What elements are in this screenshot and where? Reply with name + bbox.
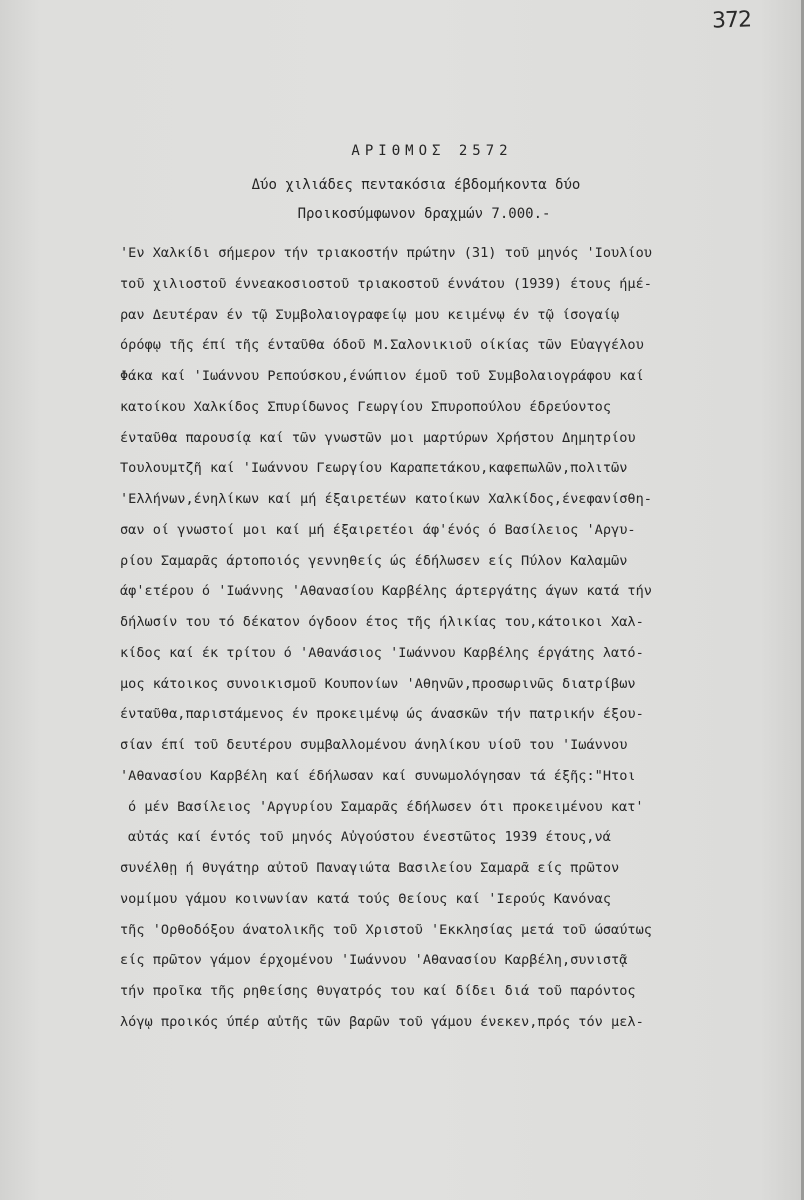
text-line: τῆς 'Ορθοδόξου άνατολικῆς τοῦ Χριστοῦ 'Εκκλησίας μετά τοῦ ώσαύτως — [120, 921, 652, 938]
folio-number: 372 — [711, 7, 752, 34]
text-line: δήλωσίν του τό δέκατον όγδοον έτος τῆς ήλικίας του,κάτοικοι Χαλ- — [120, 614, 644, 630]
text-line: είς πρῶτον γάμον έρχομένου 'Ιωάννου 'Αθανασίου Καρβέλη,συνιστᾷ — [120, 952, 628, 969]
text-line: 'Εν Χαλκίδι σήμερον τήν τριακοστήν πρώτην (31) τοῦ μηνός 'Ιουλίου — [120, 245, 652, 261]
document-title: Προικοσύμφωνον δραχμών 7.000.- — [297, 206, 551, 222]
text-line: 'Ελλήνων,ένηλίκων καί μή έξαιρετέων κατοίκων Χαλκίδος,ένεφανίσθη- — [120, 491, 652, 507]
text-line: ραν Δευτέραν έν τῷ Συμβολαιογραφείῳ μου κειμένῳ έν τῷ ίσογαίῳ — [120, 306, 620, 323]
document-number-line: ΑΡΙΘΜΟΣ 2572 — [351, 143, 513, 159]
document-number-words: Δύο χιλιάδες πεντακόσια έβδομήκοντα δύο — [251, 177, 581, 193]
text-line: 'Αθανασίου Καρβέλη καί έδήλωσαν καί συνωμολόγησαν τά έξῆς:"Ητοι — [120, 767, 636, 784]
text-line: Φάκα καί 'Ιωάννου Ρεπούσκου,ένώπιον έμοῦ τοῦ Συμβολαιογράφου καί — [120, 368, 644, 384]
text-line: τοῦ χιλιοστοῦ έννεακοσιοστοῦ τριακοστοῦ έννάτου (1939) έτους ήμέ- — [120, 275, 652, 292]
text-line: κίδος καί έκ τρίτου ό 'Αθανάσιος 'Ιωάννου Καρβέλης έργάτης λατό- — [120, 644, 644, 661]
text-line: λόγῳ προικός ύπέρ αὐτῆς τῶν βαρῶν τοῦ γάμου ένεκεν,πρός τόν μελ- — [120, 1013, 644, 1030]
text-line: αὐτάς καί έντός τοῦ μηνός Αὐγούστου ένεστῶτος 1939 έτους,νά — [128, 829, 611, 846]
text-line: τήν προῖκα τῆς ρηθείσης θυγατρός του καί δίδει διά τοῦ παρόντος — [120, 983, 636, 999]
text-line: σίαν έπί τοῦ δευτέρου συμβαλλομένου άνηλίκου υίοῦ του 'Ιωάννου — [120, 737, 628, 753]
text-line: ρίου Σαμαρᾶς άρτοποιός γεννηθείς ώς έδήλωσεν είς Πύλον Καλαμῶν — [120, 552, 628, 569]
text-line: όρόφῳ τῆς έπί τῆς ένταῦθα όδοῦ Μ.Σαλονικιοῦ οίκίας τῶν Εὐαγγέλου — [120, 337, 644, 354]
text-line: άφ'ετέρου ό 'Ιωάννης 'Αθανασίου Καρβέλης άρτεργάτης άγων κατά τήν — [120, 583, 652, 600]
text-line: ένταῦθα,παριστάμενος έν προκειμένῳ ώς άνασκῶν τήν πατρικήν έξου- — [120, 706, 644, 723]
text-line: Τουλουμτζῆ καί 'Ιωάννου Γεωργίου Καραπετάκου,καφεπωλῶν,πολιτῶν — [120, 460, 628, 477]
text-line: ένταῦθα παρουσίᾳ καί τῶν γνωστῶν μοι μαρτύρων Χρήστου Δημητρίου — [120, 429, 636, 446]
text-line: συνέλθῃ ή θυγάτηρ αὐτοῦ Παναγιώτα Βασιλείου Σαμαρᾶ είς πρῶτον — [120, 860, 620, 876]
document-body — [120, 238, 800, 1038]
text-line: μος κάτοικος συνοικισμοῦ Κουπονίων 'Αθηνῶν,προσωρινῶς διατρίβων — [120, 675, 636, 692]
text-line: ό μέν Βασίλειος 'Αργυρίου Σαμαρᾶς έδήλωσεν ότι προκειμένου κατ' — [128, 798, 644, 815]
text-line: νομίμου γάμου κοινωνίαν κατά τούς Θείους καί 'Ιερούς Κανόνας — [120, 890, 612, 907]
text-line: κατοίκου Χαλκίδος Σπυρίδωνος Γεωργίου Σπυροπούλου έδρεύοντος — [120, 398, 612, 415]
text-line: σαν οί γνωστοί μοι καί μή έξαιρετέοι άφ'ένός ό Βασίλειος 'Αργυ- — [120, 521, 636, 538]
